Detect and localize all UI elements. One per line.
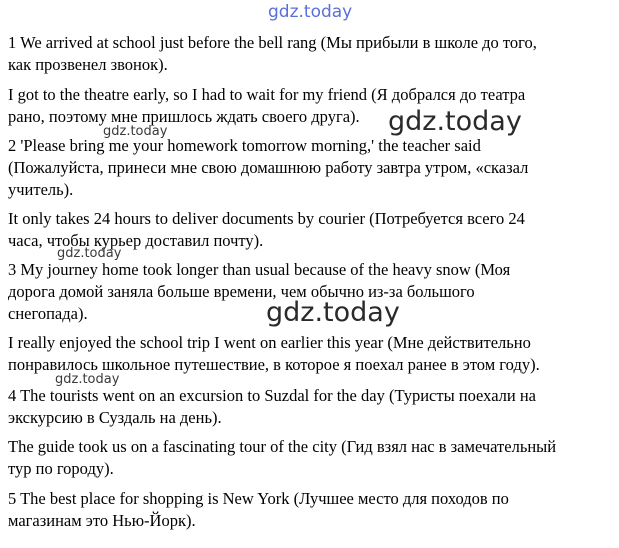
paragraph-line: It only takes 24 hours to deliver documents by courier (Потребуется всего 24 <box>8 209 525 228</box>
paragraph-line: 2 'Please bring me your homework tomorrow morning,' the teacher said <box>8 136 481 155</box>
watermark-top: gdz.today <box>268 2 353 22</box>
paragraph-line: дорога домой заняла больше времени, чем обычно из-за большого <box>8 282 475 301</box>
paragraph-line: I really enjoyed the school trip I went on earlier this year (Мне действительно <box>8 333 531 352</box>
paragraph-line: часа, чтобы курьер доставил почту). <box>8 231 264 250</box>
paragraph-4 <box>8 208 608 252</box>
paragraph-2 <box>8 84 608 128</box>
paragraph-line: The guide took us on a fascinating tour of the city (Гид взял нас в замечательный <box>8 437 557 456</box>
paragraph-9 <box>8 488 608 532</box>
paragraph-line: I got to the theatre early, so I had to wait for my friend (Я добрался до театра <box>8 85 526 104</box>
paragraph-line: 4 The tourists went on an excursion to Suzdal for the day (Туристы поехали на <box>8 386 537 405</box>
paragraph-line: учитель). <box>8 180 74 199</box>
watermark-small: gdz.today <box>57 246 122 261</box>
watermark-large: gdz.today <box>388 106 522 137</box>
paragraph-line: магазинам это Нью-Йорк). <box>8 511 196 530</box>
paragraph-line: как прозвенел звонок). <box>8 55 168 74</box>
paragraph-line: 1 We arrived at school just before the bell rang (Мы прибыли в школе до того, <box>8 33 537 52</box>
paragraph-line: экскурсию в Суздаль на день). <box>8 408 222 427</box>
watermark-large: gdz.today <box>266 297 400 328</box>
paragraph-line: 3 My journey home took longer than usual because of the heavy snow (Моя <box>8 260 511 279</box>
paragraph-3 <box>8 135 608 201</box>
paragraph-line: рано, поэтому мне пришлось ждать своего друга). <box>8 107 360 126</box>
paragraph-7 <box>8 385 608 429</box>
paragraph-line: понравилось школьное путешествие, в которое я поехал ранее в этом году). <box>8 355 540 374</box>
paragraph-line: 5 The best place for shopping is New York (Лучшее место для походов по <box>8 489 509 508</box>
watermark-small: gdz.today <box>55 372 120 387</box>
watermark-small: gdz.today <box>103 124 168 139</box>
paragraph-line: снегопада). <box>8 304 88 323</box>
paragraph-5 <box>8 259 608 325</box>
paragraph-1 <box>8 32 608 76</box>
paragraph-line: тур по городу). <box>8 459 114 478</box>
paragraph-6 <box>8 332 608 376</box>
paragraph-line: (Пожалуйста, принеси мне свою домашнюю работу завтра утром, «сказал <box>8 158 529 177</box>
paragraph-8 <box>8 436 608 480</box>
